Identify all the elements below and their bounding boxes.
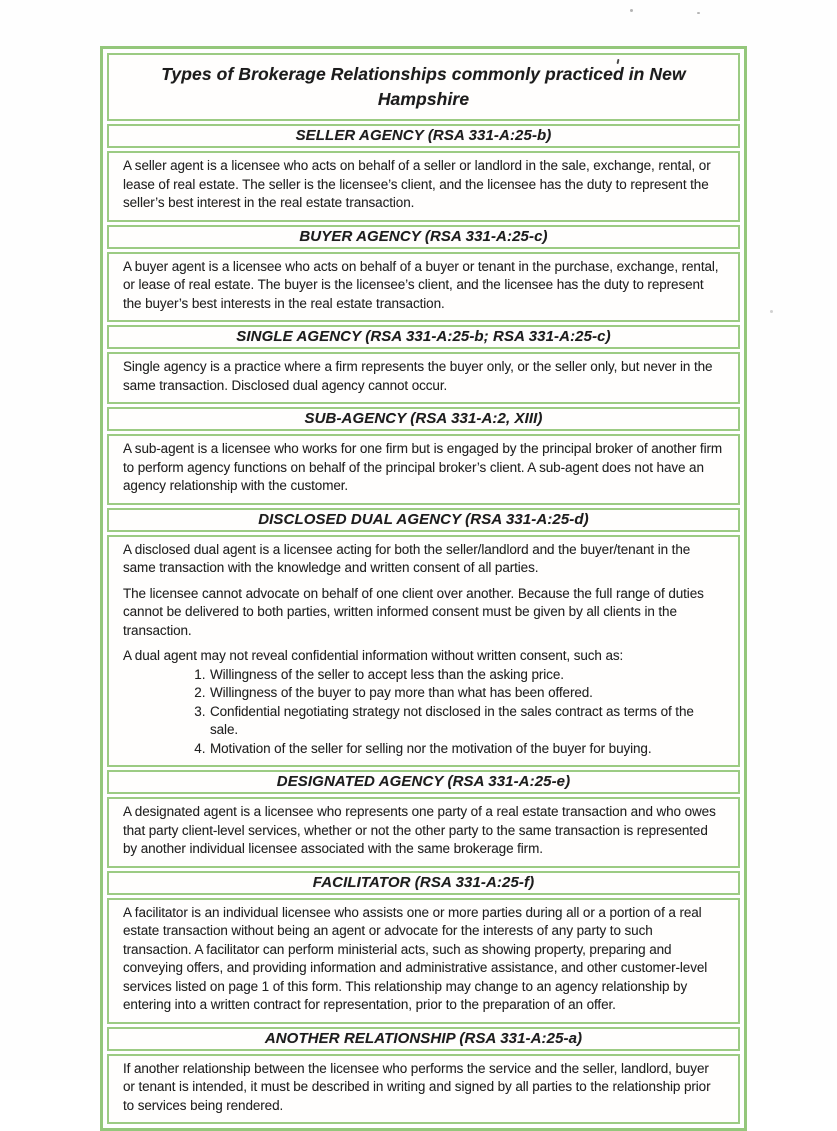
section-header-disclosed-dual-agency bbox=[107, 508, 740, 532]
section-body-single-agency bbox=[107, 352, 740, 404]
section-body-facilitator bbox=[107, 898, 740, 1024]
section-body-seller-agency bbox=[107, 151, 740, 222]
section-body-designated-agency bbox=[107, 797, 740, 868]
scan-speck bbox=[630, 9, 633, 12]
section-header-single-agency bbox=[107, 325, 740, 349]
section-header-text: FACILITATOR (RSA 331-A:25-f) bbox=[312, 873, 535, 891]
section-body-buyer-agency bbox=[107, 252, 740, 323]
section-header-another-relationship bbox=[107, 1027, 740, 1051]
section-header-text: SELLER AGENCY (RSA 331-A:25-b) bbox=[295, 127, 552, 144]
confidential-items-list bbox=[123, 666, 724, 759]
document-frame bbox=[100, 46, 747, 1131]
section-header-seller-agency bbox=[107, 124, 740, 148]
section-body-disclosed-dual-agency bbox=[107, 535, 740, 768]
list-item: 2. Willingness of the buyer to pay more than what has been offered. bbox=[209, 684, 724, 703]
section-body-another-relationship bbox=[107, 1054, 740, 1125]
section-header-text: DESIGNATED AGENCY (RSA 331-A:25-e) bbox=[276, 773, 571, 790]
scan-speck bbox=[770, 310, 773, 313]
section-header-buyer-agency bbox=[107, 225, 740, 249]
section-header-text: DISCLOSED DUAL AGENCY (RSA 331-A:25-d) bbox=[258, 510, 589, 528]
document-title: Types of Brokerage Relationships commonly practiced in New Hampshire bbox=[161, 64, 686, 109]
section-header-sub-agency bbox=[107, 407, 740, 431]
section-header-facilitator bbox=[107, 871, 740, 895]
section-header-text: BUYER AGENCY (RSA 331-A:25-c) bbox=[299, 227, 548, 245]
document-title-box bbox=[107, 53, 740, 121]
paragraph: A dual agent may not reveal confidential information without written consent, such as: bbox=[123, 648, 624, 663]
list-item: 3. Confidential negotiating strategy not disclosed in the sales contract as terms of the sale. bbox=[209, 703, 724, 740]
section-header-text: SINGLE AGENCY (RSA 331-A:25-b; RSA 331-A:25-c) bbox=[236, 328, 611, 345]
section-header-designated-agency bbox=[107, 770, 740, 794]
section-header-text: SUB-AGENCY (RSA 331-A:2, XIII) bbox=[304, 410, 543, 427]
paragraph: If another relationship between the licensee who performs the service and the seller, landlord, buyer or tenant is intended, it must be described in writing and signed by all parties to the relationship prior to services being rendered. bbox=[123, 1060, 711, 1113]
paragraph: A disclosed dual agent is a licensee acting for both the seller/landlord and the buyer/tenant in the same transaction with the knowledge and written consent of all parties. bbox=[123, 541, 691, 575]
paragraph: A facilitator is an individual licensee who assists one or more parties during all or a portion of a real estate transaction without being an agent or advocate for the interests of any party to such transaction. A facilitator can perform ministerial acts, such as showing property, preparing and conveying offers, and providing information and administrative assistance, and other customer-level services listed on page 1 of this form. This relationship may change to an agency relationship by entering into a written contract for representation, prior to the preparation of an offer. bbox=[123, 904, 708, 1012]
section-body-sub-agency bbox=[107, 434, 740, 505]
paragraph: A designated agent is a licensee who represents one party of a real estate transaction and who owes that party client-level services, whether or not the other party to the same transaction is represented by another individual licensee associated with the same brokerage firm. bbox=[123, 804, 716, 856]
section-header-text: ANOTHER RELATIONSHIP (RSA 331-A:25-a) bbox=[264, 1029, 583, 1047]
paragraph: A seller agent is a licensee who acts on behalf of a seller or landlord in the sale, exchange, rental, or lease of real estate. The seller is the licensee’s client, and the licensee has the duty to represent the seller’s best interest in the real estate transaction. bbox=[123, 158, 711, 210]
list-item: 1. Willingness of the seller to accept less than the asking price. bbox=[209, 666, 724, 685]
paragraph: A sub-agent is a licensee who works for one firm but is engaged by the principal broker of another firm to perform agency functions on behalf of the principal broker’s client. A sub-agent does not have an agency relationship with the customer. bbox=[123, 441, 723, 493]
paragraph: Single agency is a practice where a firm represents the buyer only, or the seller only, but never in the same transaction. Disclosed dual agency cannot occur. bbox=[123, 359, 713, 393]
paragraph: A buyer agent is a licensee who acts on behalf of a buyer or tenant in the purchase, exchange, rental, or lease of real estate. The buyer is the licensee’s client, and the licensee has the duty to represent the buyer’s best interests in the real estate transaction. bbox=[123, 258, 719, 311]
scan-speck bbox=[697, 12, 700, 14]
list-item: 4. Motivation of the seller for selling nor the motivation of the buyer for buying. bbox=[209, 740, 724, 759]
paragraph: The licensee cannot advocate on behalf of one client over another. Because the full range of duties cannot be delivered to both parties, written informed consent must be given by all clients in the transaction. bbox=[123, 585, 704, 638]
